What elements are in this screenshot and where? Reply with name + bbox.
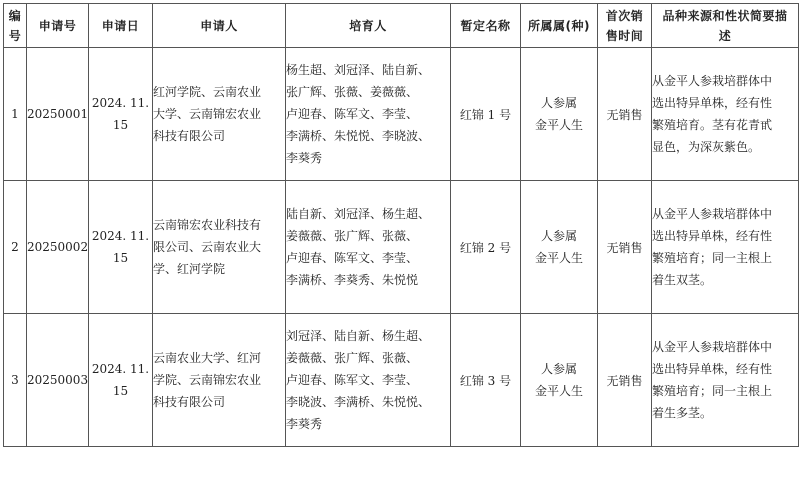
- row-first-sale: 无销售: [598, 314, 652, 447]
- table-row: [4, 314, 799, 447]
- row-description: 从金平人参栽培群体中 选出特异单株，经有性 繁殖培育。茎有花青甙 显色，为深灰紫色。: [652, 48, 799, 181]
- row-application-no: 20250003: [27, 314, 89, 447]
- row-first-sale: 无销售: [598, 48, 652, 181]
- row-breeder: 杨生超、刘冠泽、陆自新、 张广辉、张薇、姜薇薇、 卢迎春、陈军文、李莹、 李满桥、朱悦悦、李晓波、 李葵秀: [286, 48, 451, 181]
- row-date: 2024. 11. 15: [89, 181, 153, 314]
- table-row: [4, 181, 799, 314]
- row-index: 2: [4, 181, 27, 314]
- row-genus: 人参属 金平人生: [521, 181, 598, 314]
- header-index: 编 号: [4, 4, 27, 48]
- row-applicant: 云南农业大学、红河 学院、云南锦宏农业 科技有限公司: [153, 314, 286, 447]
- header-applicant: 申请人: [153, 4, 286, 48]
- row-tentative-name: 红锦 2 号: [451, 181, 521, 314]
- row-date: 2024. 11. 15: [89, 314, 153, 447]
- row-application-no: 20250001: [27, 48, 89, 181]
- header-tentative-name: 暂定名称: [451, 4, 521, 48]
- row-index: 3: [4, 314, 27, 447]
- row-genus: 人参属 金平人生: [521, 314, 598, 447]
- row-date: 2024. 11. 15: [89, 48, 153, 181]
- header-application-date: 申请日: [89, 4, 153, 48]
- row-first-sale: 无销售: [598, 181, 652, 314]
- table-row: [4, 48, 799, 181]
- row-description: 从金平人参栽培群体中 选出特异单株，经有性 繁殖培育；同一主根上 着生多茎。: [652, 314, 799, 447]
- row-index: 1: [4, 48, 27, 181]
- header-breeder: 培育人: [286, 4, 451, 48]
- row-breeder: 刘冠泽、陆自新、杨生超、 姜薇薇、张广辉、张薇、 卢迎春、陈军文、李莹、 李晓波、李满桥、朱悦悦、 李葵秀: [286, 314, 451, 447]
- variety-table: [3, 3, 799, 447]
- header-description: 品种来源和性状简要描 述: [652, 4, 799, 48]
- row-description: 从金平人参栽培群体中 选出特异单株，经有性 繁殖培育；同一主根上 着生双茎。: [652, 181, 799, 314]
- header-row: [4, 4, 799, 48]
- row-applicant: 红河学院、云南农业 大学、云南锦宏农业 科技有限公司: [153, 48, 286, 181]
- row-genus: 人参属 金平人生: [521, 48, 598, 181]
- row-breeder: 陆自新、刘冠泽、杨生超、 姜薇薇、张广辉、张薇、 卢迎春、陈军文、李莹、 李满桥、李葵秀、朱悦悦: [286, 181, 451, 314]
- row-applicant: 云南锦宏农业科技有 限公司、云南农业大 学、红河学院: [153, 181, 286, 314]
- header-genus: 所属属(种): [521, 4, 598, 48]
- row-tentative-name: 红锦 1 号: [451, 48, 521, 181]
- row-tentative-name: 红锦 3 号: [451, 314, 521, 447]
- header-first-sale: 首次销 售时间: [598, 4, 652, 48]
- row-application-no: 20250002: [27, 181, 89, 314]
- header-application-no: 申请号: [27, 4, 89, 48]
